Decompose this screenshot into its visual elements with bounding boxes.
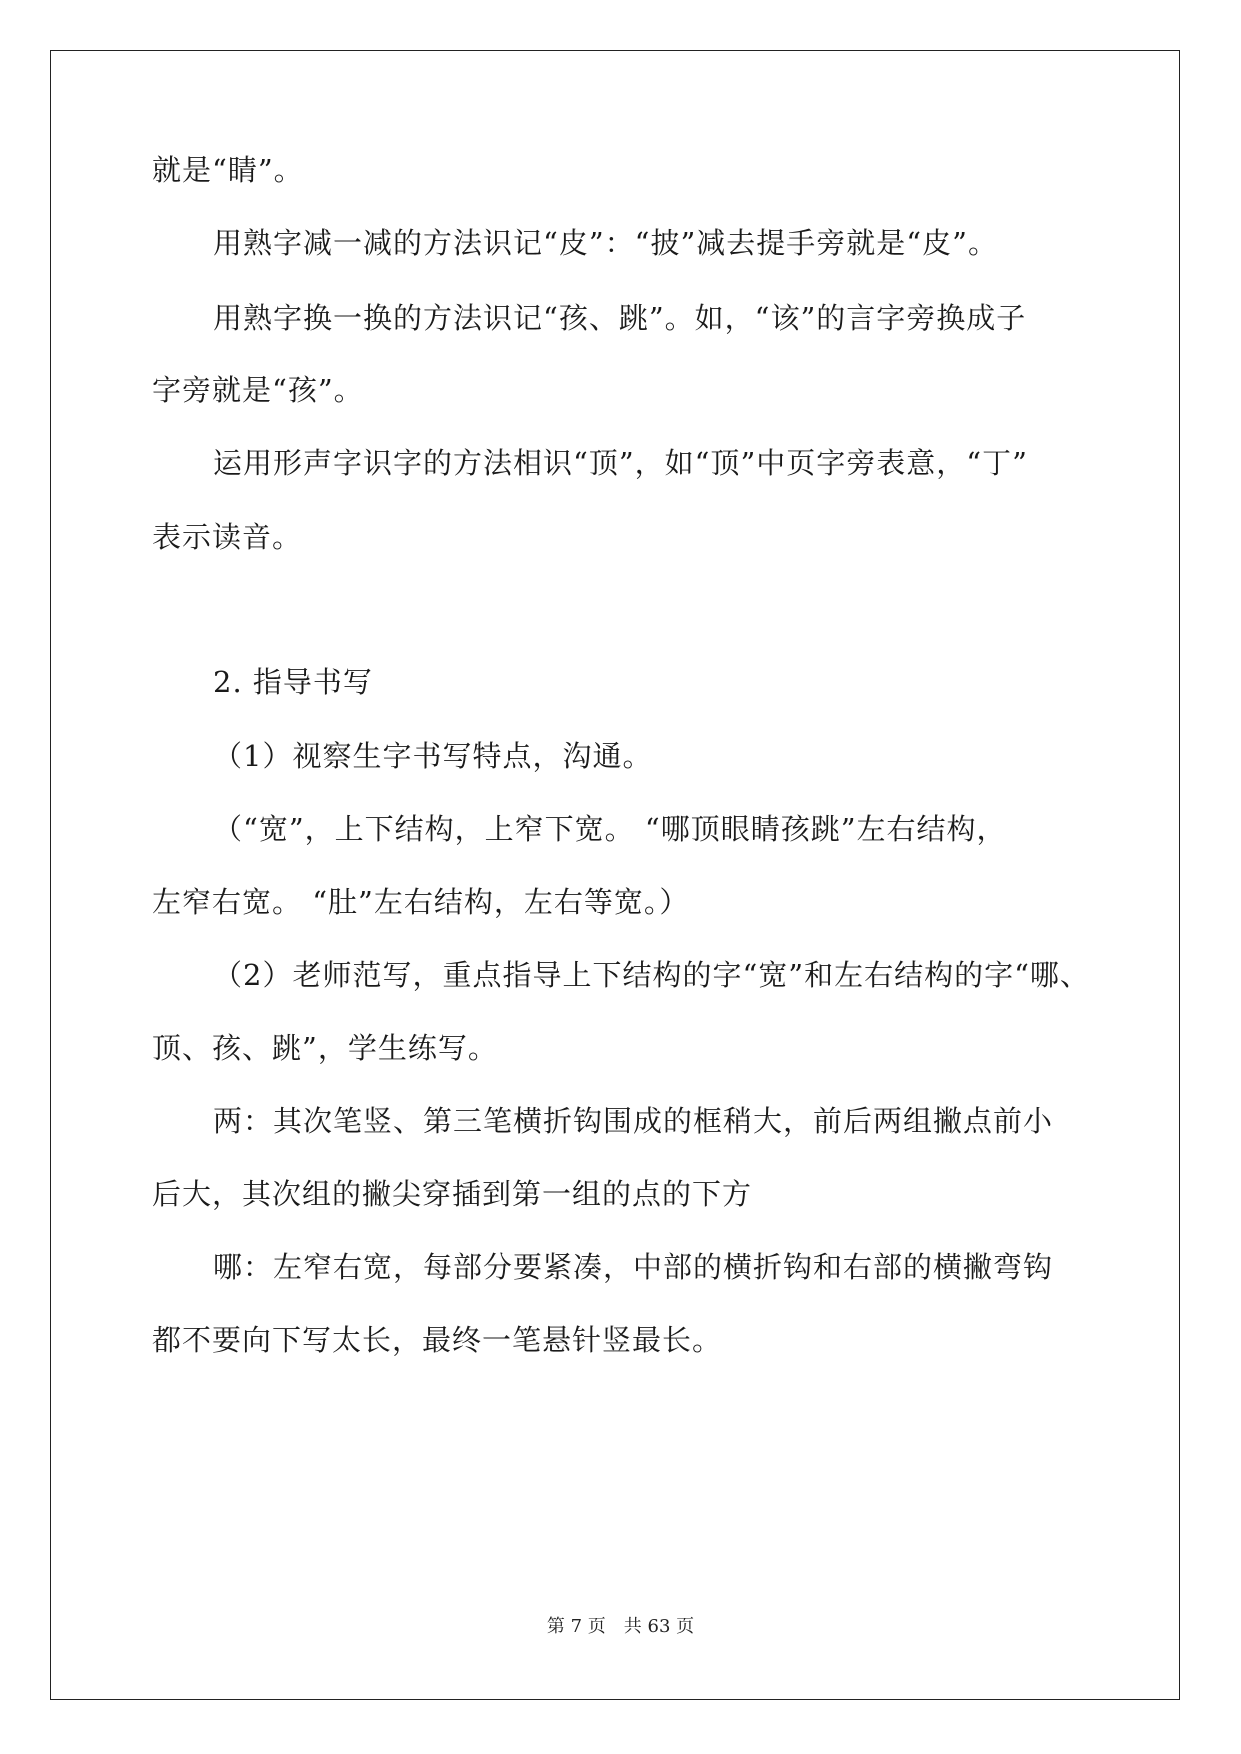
text-line: 后大，其次组的撇尖穿插到第一组的点的下方 [152, 1177, 753, 1211]
text-line: 用熟字减一减的方法识记“皮”：“披”减去提手旁就是“皮”。 [213, 226, 998, 260]
text-line: 字旁就是“孩”。 [152, 373, 364, 407]
text-line: 哪：左窄右宽，每部分要紧凑，中部的横折钩和右部的横撇弯钩 [213, 1250, 1054, 1284]
text-line: （1）视察生字书写特点，沟通。 [213, 739, 653, 773]
text-line: 顶、孩、跳”，学生练写。 [152, 1031, 498, 1065]
text-line: （2）老师范写，重点指导上下结构的字“宽”和左右结构的字“哪、 [213, 958, 1090, 992]
text-line: 左窄右宽。 “肚”左右结构，左右等宽。） [152, 885, 690, 919]
text-line: （“宽”，上下结构，上窄下宽。 “哪顶眼睛孩跳”左右结构， [213, 812, 1007, 846]
text-line: 用熟字换一换的方法识记“孩、跳”。如，“该”的言字旁换成子 [213, 301, 1027, 335]
text-line: 表示读音。 [152, 520, 303, 554]
text-line: 两：其次笔竖、第三笔横折钩围成的框稍大，前后两组撇点前小 [213, 1104, 1054, 1138]
text-line: 就是“睛”。 [152, 153, 304, 187]
text-line: 都不要向下写太长，最终一笔悬针竖最长。 [152, 1323, 723, 1357]
section-heading: 2. 指导书写 [213, 665, 373, 699]
text-line: 运用形声字识字的方法相识“顶”，如“顶”中页字旁表意，“丁” [213, 446, 1028, 480]
page-number-footer: 第 7 页 共 63 页 [546, 1616, 695, 1637]
